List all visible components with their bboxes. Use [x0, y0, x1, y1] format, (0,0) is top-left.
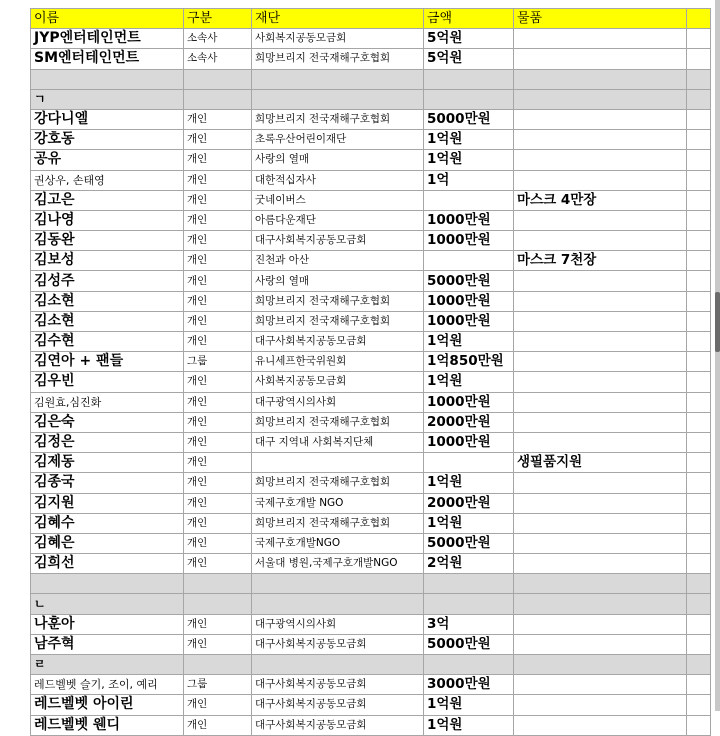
- cell-item: 생필품지원: [514, 453, 687, 473]
- table-row: [31, 473, 711, 493]
- table-row: [31, 29, 711, 49]
- cell-blank: [687, 533, 711, 553]
- table-row: [31, 675, 711, 695]
- cell-blank: [687, 49, 711, 69]
- cell-item: [514, 473, 687, 493]
- cell-blank: [687, 493, 711, 513]
- table-row: [31, 130, 711, 150]
- cell-name: 김제동: [31, 453, 184, 473]
- cell-name: ㄴ: [31, 594, 184, 614]
- cell-org: 사회복지공동모금회: [252, 29, 424, 49]
- cell-amount: 1000만원: [424, 311, 514, 331]
- cell-type: 개인: [184, 493, 252, 513]
- cell-name: SM엔터테인먼트: [31, 49, 184, 69]
- cell-type: 개인: [184, 634, 252, 654]
- table-row: [31, 170, 711, 190]
- cell-item: [514, 392, 687, 412]
- cell-type: [184, 655, 252, 675]
- cell-blank: [687, 231, 711, 251]
- cell-blank: [687, 130, 711, 150]
- table-row: [31, 332, 711, 352]
- cell-amount: [424, 574, 514, 594]
- cell-name: 김나영: [31, 210, 184, 230]
- cell-blank: [687, 372, 711, 392]
- cell-type: 개인: [184, 412, 252, 432]
- cell-blank: [687, 432, 711, 452]
- cell-org: [252, 453, 424, 473]
- cell-amount: 2000만원: [424, 493, 514, 513]
- cell-org: 희망브리지 전국재해구호협회: [252, 291, 424, 311]
- cell-item: [514, 614, 687, 634]
- section-row: [31, 655, 711, 675]
- cell-blank: [687, 554, 711, 574]
- cell-blank: [687, 352, 711, 372]
- section-row: [31, 574, 711, 594]
- cell-blank: [687, 190, 711, 210]
- cell-amount: 2000만원: [424, 412, 514, 432]
- cell-name: [31, 574, 184, 594]
- cell-item: [514, 150, 687, 170]
- cell-name: 강호동: [31, 130, 184, 150]
- cell-amount: [424, 69, 514, 89]
- cell-amount: 1억원: [424, 372, 514, 392]
- cell-item: [514, 715, 687, 735]
- cell-type: 개인: [184, 372, 252, 392]
- cell-item: [514, 513, 687, 533]
- cell-item: [514, 231, 687, 251]
- header-name: 이름: [31, 9, 184, 29]
- cell-org: 사회복지공동모금회: [252, 372, 424, 392]
- cell-item: [514, 69, 687, 89]
- cell-org: 사랑의 열매: [252, 150, 424, 170]
- cell-type: 그룹: [184, 675, 252, 695]
- cell-blank: [687, 271, 711, 291]
- cell-item: [514, 554, 687, 574]
- cell-blank: [687, 291, 711, 311]
- cell-blank: [687, 412, 711, 432]
- cell-org: 대구사회복지공동모금회: [252, 332, 424, 352]
- cell-blank: [687, 210, 711, 230]
- cell-type: 개인: [184, 271, 252, 291]
- cell-name: 김혜수: [31, 513, 184, 533]
- cell-amount: 5억원: [424, 29, 514, 49]
- cell-amount: 5000만원: [424, 533, 514, 553]
- cell-amount: 1000만원: [424, 291, 514, 311]
- cell-name: 남주혁: [31, 634, 184, 654]
- cell-item: [514, 352, 687, 372]
- cell-org: [252, 69, 424, 89]
- cell-item: [514, 655, 687, 675]
- table-row: [31, 251, 711, 271]
- section-row: [31, 594, 711, 614]
- cell-blank: [687, 574, 711, 594]
- table-row: [31, 513, 711, 533]
- cell-item: [514, 594, 687, 614]
- cell-org: 대구광역시의사회: [252, 392, 424, 412]
- cell-type: 개인: [184, 109, 252, 129]
- cell-name: ㄱ: [31, 89, 184, 109]
- cell-org: 대구사회복지공동모금회: [252, 715, 424, 735]
- cell-org: [252, 574, 424, 594]
- cell-name: 김정은: [31, 432, 184, 452]
- table-row: [31, 493, 711, 513]
- cell-name: 김고은: [31, 190, 184, 210]
- cell-name: 김은숙: [31, 412, 184, 432]
- scroll-thumb[interactable]: [715, 292, 720, 352]
- cell-type: [184, 594, 252, 614]
- table-row: [31, 190, 711, 210]
- cell-type: [184, 574, 252, 594]
- cell-amount: 3억: [424, 614, 514, 634]
- cell-name: 공유: [31, 150, 184, 170]
- header-blank: [687, 9, 711, 29]
- cell-amount: [424, 453, 514, 473]
- cell-blank: [687, 170, 711, 190]
- cell-item: [514, 372, 687, 392]
- cell-amount: 5000만원: [424, 271, 514, 291]
- cell-name: 나훈아: [31, 614, 184, 634]
- cell-name: 김동완: [31, 231, 184, 251]
- cell-type: 개인: [184, 332, 252, 352]
- cell-type: 개인: [184, 715, 252, 735]
- cell-type: [184, 69, 252, 89]
- cell-org: 아름다운재단: [252, 210, 424, 230]
- cell-org: 서울대 병원,국제구호개발NGO: [252, 554, 424, 574]
- table-row: [31, 271, 711, 291]
- table-row: [31, 392, 711, 412]
- cell-item: [514, 49, 687, 69]
- cell-name: 레드벨벳 아이린: [31, 695, 184, 715]
- table-row: [31, 695, 711, 715]
- cell-org: 대구사회복지공동모금회: [252, 634, 424, 654]
- cell-type: 개인: [184, 614, 252, 634]
- header-amount: 금액: [424, 9, 514, 29]
- cell-amount: 1억원: [424, 695, 514, 715]
- cell-name: 김연아 + 팬들: [31, 352, 184, 372]
- cell-item: [514, 574, 687, 594]
- cell-amount: 5억원: [424, 49, 514, 69]
- cell-type: 개인: [184, 231, 252, 251]
- cell-amount: 1000만원: [424, 210, 514, 230]
- cell-org: 희망브리지 전국재해구호협회: [252, 311, 424, 331]
- cell-org: 희망브리지 전국재해구호협회: [252, 412, 424, 432]
- cell-item: [514, 271, 687, 291]
- cell-org: 대구사회복지공동모금회: [252, 675, 424, 695]
- cell-org: 국제구호개발 NGO: [252, 493, 424, 513]
- cell-item: [514, 109, 687, 129]
- cell-name: JYP엔터테인먼트: [31, 29, 184, 49]
- table-row: [31, 210, 711, 230]
- cell-name: 김수현: [31, 332, 184, 352]
- cell-name: 김지원: [31, 493, 184, 513]
- cell-name: [31, 69, 184, 89]
- cell-item: [514, 130, 687, 150]
- cell-type: 개인: [184, 513, 252, 533]
- cell-blank: [687, 89, 711, 109]
- cell-blank: [687, 150, 711, 170]
- cell-amount: 1000만원: [424, 392, 514, 412]
- cell-type: 소속사: [184, 49, 252, 69]
- table-row: [31, 432, 711, 452]
- cell-type: 개인: [184, 251, 252, 271]
- cell-amount: [424, 251, 514, 271]
- cell-org: 진천과 아산: [252, 251, 424, 271]
- cell-blank: [687, 109, 711, 129]
- table-row: [31, 311, 711, 331]
- cell-name: 김종국: [31, 473, 184, 493]
- cell-type: 개인: [184, 533, 252, 553]
- cell-item: [514, 332, 687, 352]
- table-row: [31, 150, 711, 170]
- cell-amount: 1000만원: [424, 231, 514, 251]
- header-item: 물품: [514, 9, 687, 29]
- cell-blank: [687, 695, 711, 715]
- cell-org: 대구광역시의사회: [252, 614, 424, 634]
- cell-type: 개인: [184, 473, 252, 493]
- cell-type: 개인: [184, 130, 252, 150]
- cell-amount: 1억원: [424, 473, 514, 493]
- cell-amount: 1억원: [424, 715, 514, 735]
- cell-type: 개인: [184, 453, 252, 473]
- cell-name: 김성주: [31, 271, 184, 291]
- cell-org: 대구사회복지공동모금회: [252, 695, 424, 715]
- cell-amount: 3000만원: [424, 675, 514, 695]
- table-row: [31, 231, 711, 251]
- cell-blank: [687, 311, 711, 331]
- cell-org: 희망브리지 전국재해구호협회: [252, 473, 424, 493]
- cell-type: 그룹: [184, 352, 252, 372]
- cell-item: [514, 432, 687, 452]
- cell-amount: 1억원: [424, 332, 514, 352]
- cell-org: 유니세프한국위원회: [252, 352, 424, 372]
- cell-item: [514, 311, 687, 331]
- cell-amount: 1000만원: [424, 432, 514, 452]
- cell-org: 대한적십자사: [252, 170, 424, 190]
- cell-blank: [687, 715, 711, 735]
- cell-blank: [687, 332, 711, 352]
- table-row: [31, 412, 711, 432]
- cell-item: [514, 210, 687, 230]
- cell-blank: [687, 655, 711, 675]
- cell-blank: [687, 594, 711, 614]
- section-row: [31, 89, 711, 109]
- cell-name: 김희선: [31, 554, 184, 574]
- cell-type: 개인: [184, 554, 252, 574]
- table-row: [31, 614, 711, 634]
- cell-name: 김우빈: [31, 372, 184, 392]
- table-row: [31, 533, 711, 553]
- cell-blank: [687, 614, 711, 634]
- cell-org: 국제구호개발NGO: [252, 533, 424, 553]
- cell-type: 개인: [184, 190, 252, 210]
- cell-type: 개인: [184, 291, 252, 311]
- cell-name: 김혜은: [31, 533, 184, 553]
- cell-name: ㄹ: [31, 655, 184, 675]
- cell-amount: [424, 89, 514, 109]
- section-row: [31, 69, 711, 89]
- table-row: [31, 372, 711, 392]
- cell-item: [514, 533, 687, 553]
- cell-name: 강다니엘: [31, 109, 184, 129]
- table-row: [31, 109, 711, 129]
- cell-blank: [687, 513, 711, 533]
- cell-type: 소속사: [184, 29, 252, 49]
- cell-org: 대구사회복지공동모금회: [252, 231, 424, 251]
- cell-org: [252, 594, 424, 614]
- cell-item: [514, 634, 687, 654]
- cell-org: 희망브리지 전국재해구호협회: [252, 49, 424, 69]
- cell-amount: 2억원: [424, 554, 514, 574]
- table-row: [31, 49, 711, 69]
- cell-blank: [687, 251, 711, 271]
- cell-amount: 1억850만원: [424, 352, 514, 372]
- cell-amount: [424, 594, 514, 614]
- cell-name: 레드벨벳 웬디: [31, 715, 184, 735]
- cell-item: [514, 170, 687, 190]
- cell-blank: [687, 634, 711, 654]
- header-type: 구분: [184, 9, 252, 29]
- cell-org: [252, 655, 424, 675]
- cell-org: 초록우산어린이재단: [252, 130, 424, 150]
- cell-name: 김원효,심진화: [31, 392, 184, 412]
- header-row: [31, 9, 711, 29]
- cell-blank: [687, 29, 711, 49]
- cell-type: 개인: [184, 150, 252, 170]
- table-row: [31, 554, 711, 574]
- cell-item: 마스크 7천장: [514, 251, 687, 271]
- cell-blank: [687, 69, 711, 89]
- cell-name: 레드벨벳 슬기, 조이, 예리: [31, 675, 184, 695]
- cell-type: 개인: [184, 170, 252, 190]
- table-row: [31, 634, 711, 654]
- donation-table: [30, 8, 711, 736]
- cell-amount: [424, 190, 514, 210]
- cell-amount: 1억원: [424, 150, 514, 170]
- cell-type: 개인: [184, 392, 252, 412]
- table-row: [31, 715, 711, 735]
- cell-org: 사랑의 열매: [252, 271, 424, 291]
- cell-amount: 1억: [424, 170, 514, 190]
- table-row: [31, 291, 711, 311]
- cell-name: 김소현: [31, 311, 184, 331]
- cell-type: [184, 89, 252, 109]
- cell-blank: [687, 473, 711, 493]
- scroll-track[interactable]: [715, 0, 720, 711]
- cell-name: 권상우, 손태영: [31, 170, 184, 190]
- cell-amount: 5000만원: [424, 634, 514, 654]
- cell-item: [514, 291, 687, 311]
- cell-name: 김보성: [31, 251, 184, 271]
- cell-type: 개인: [184, 311, 252, 331]
- cell-blank: [687, 675, 711, 695]
- cell-type: 개인: [184, 695, 252, 715]
- cell-org: [252, 89, 424, 109]
- cell-item: [514, 675, 687, 695]
- cell-blank: [687, 392, 711, 412]
- cell-item: [514, 89, 687, 109]
- cell-org: 희망브리지 전국재해구호협회: [252, 513, 424, 533]
- cell-org: 희망브리지 전국재해구호협회: [252, 109, 424, 129]
- cell-amount: [424, 655, 514, 675]
- cell-item: [514, 29, 687, 49]
- cell-blank: [687, 453, 711, 473]
- cell-item: [514, 412, 687, 432]
- cell-type: 개인: [184, 210, 252, 230]
- cell-amount: 1억원: [424, 130, 514, 150]
- cell-name: 김소현: [31, 291, 184, 311]
- table-row: [31, 453, 711, 473]
- cell-type: 개인: [184, 432, 252, 452]
- cell-item: [514, 695, 687, 715]
- cell-item: 마스크 4만장: [514, 190, 687, 210]
- cell-amount: 5000만원: [424, 109, 514, 129]
- cell-item: [514, 493, 687, 513]
- table-row: [31, 352, 711, 372]
- header-org: 재단: [252, 9, 424, 29]
- cell-amount: 1억원: [424, 513, 514, 533]
- cell-org: 대구 지역내 사회복지단체: [252, 432, 424, 452]
- cell-org: 굿네이버스: [252, 190, 424, 210]
